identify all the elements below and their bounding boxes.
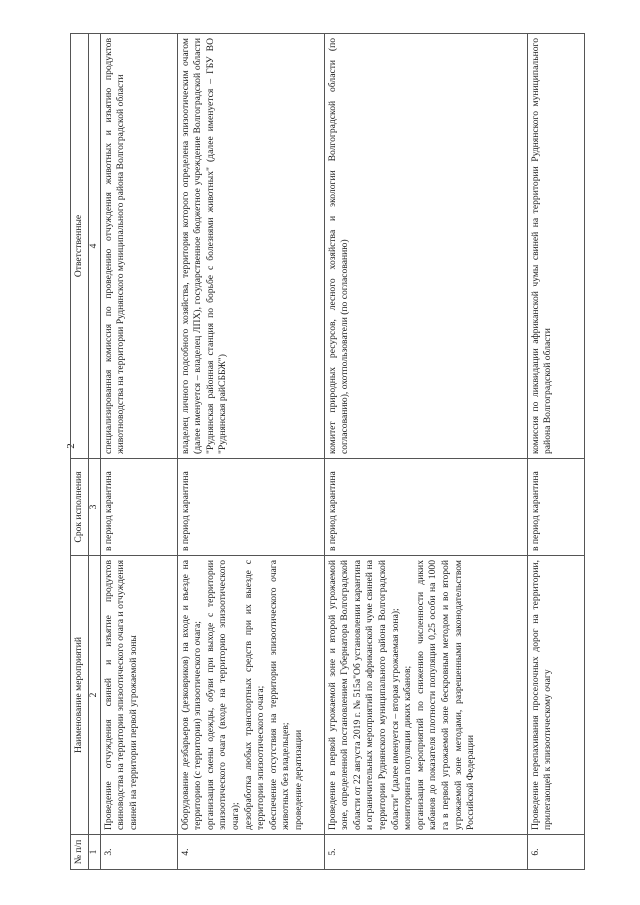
table-row [177, 34, 324, 870]
row-name-line: организация смены одежды, обуви при выходе с территории эпизоотического очага (входе на территорию эпизоотического очага); [204, 560, 241, 830]
table-row [324, 34, 527, 870]
row-num: 6. [527, 835, 584, 870]
row-num: 5. [324, 835, 527, 870]
column-number: 2 [88, 556, 100, 835]
table-wrapper [70, 38, 570, 870]
row-name [527, 556, 584, 835]
column-number: 1 [88, 835, 100, 870]
row-term: в период карантина [177, 459, 324, 556]
table-row [527, 34, 584, 870]
measures-table [70, 33, 585, 870]
header-row [71, 34, 89, 870]
header-term: Срок исполнения [71, 459, 89, 556]
row-num: 4. [177, 835, 324, 870]
row-name-line: мониторинга популяции диких кабанов; [402, 665, 414, 830]
row-name-line: проведение дератизации [292, 729, 304, 830]
rotated-page [70, 38, 640, 865]
row-name-line: дезобработка любых транспортных средств при их выезде с территории эпизоотического очага; [242, 560, 267, 830]
row-name [177, 556, 324, 835]
page-number: 2 [65, 443, 77, 449]
row-term: в период карантина [100, 459, 177, 556]
row-responsible: владелец личного подсобного хозяйства, территория которого определена эпизоотическим очагом (далее именуется – владелец ЛПХ), государственное бюджетное учреждение Волгоградской области "Руднянская районная станция по борьбе с болезнями животных" (далее именуется – ГБУ ВО "Руднянская райСББЖ") [177, 34, 324, 459]
table-row [100, 34, 177, 870]
header-responsible: Ответственные [71, 34, 89, 459]
row-term: в период карантина [527, 459, 584, 556]
row-num: 3. [100, 835, 177, 870]
row-name-line: Проведение в первой угрожаемой зоне и второй угрожаемой зоне, определенной постановлением Губернатора Волгоградской области от 22 августа 2019 г. № 515а"Об установлении карантина и ограничительных мероприятий по африканской чуме свиней на территории Руднянского муниципального района Волгоградской области" (далее именуется – вторая угрожаемая зона); [326, 560, 401, 830]
row-name-line: организация мероприятий по снижению численности диких кабанов до показателя плотности популяции 0,25 особи на 1000 га в первой угрожаемой зоне бескровным методом и во второй угрожаемой зоне методами, разрешенными законодательством Российской Федерации [414, 560, 477, 830]
row-responsible: комиссия по ликвидации африканской чумы свиней на территории Руднянского муниципального района Волгоградской области [527, 34, 584, 459]
column-number: 4 [88, 34, 100, 459]
row-name [324, 556, 527, 835]
row-name [100, 556, 177, 835]
row-responsible: комитет природных ресурсов, лесного хозяйства и экологии Волгоградской области (по согласованию), охотпользователи (по согласованию) [324, 34, 527, 459]
row-name-line: обеспечение отсутствия на территории эпизоотического очага животных без владельцев; [267, 560, 292, 830]
row-term: в период карантина [324, 459, 527, 556]
row-responsible: специализированная комиссия по проведению отчуждения животных и изъятию продуктов животноводства на территории Руднянского муниципального района Волгоградской области [100, 34, 177, 459]
header-num: № п/п [71, 835, 89, 870]
header-name: Наименование мероприятий [71, 556, 89, 835]
row-name-line: Оборудование дезбарьеров (дезковриков) на входе и въезде на территорию (с территории) эпизоотического очага; [179, 560, 204, 830]
column-number-row [88, 34, 100, 870]
row-name-line: Проведение отчуждения свиней и изъятие продуктов свиноводства на территории эпизоотического очага и отчуждения свиней на территории первой угрожаемой зоны [102, 560, 139, 830]
row-name-line: Проведение перепахивания проселочных дорог на территории, прилегающей к эпизоотическому очагу [529, 560, 554, 830]
column-number: 3 [88, 459, 100, 556]
